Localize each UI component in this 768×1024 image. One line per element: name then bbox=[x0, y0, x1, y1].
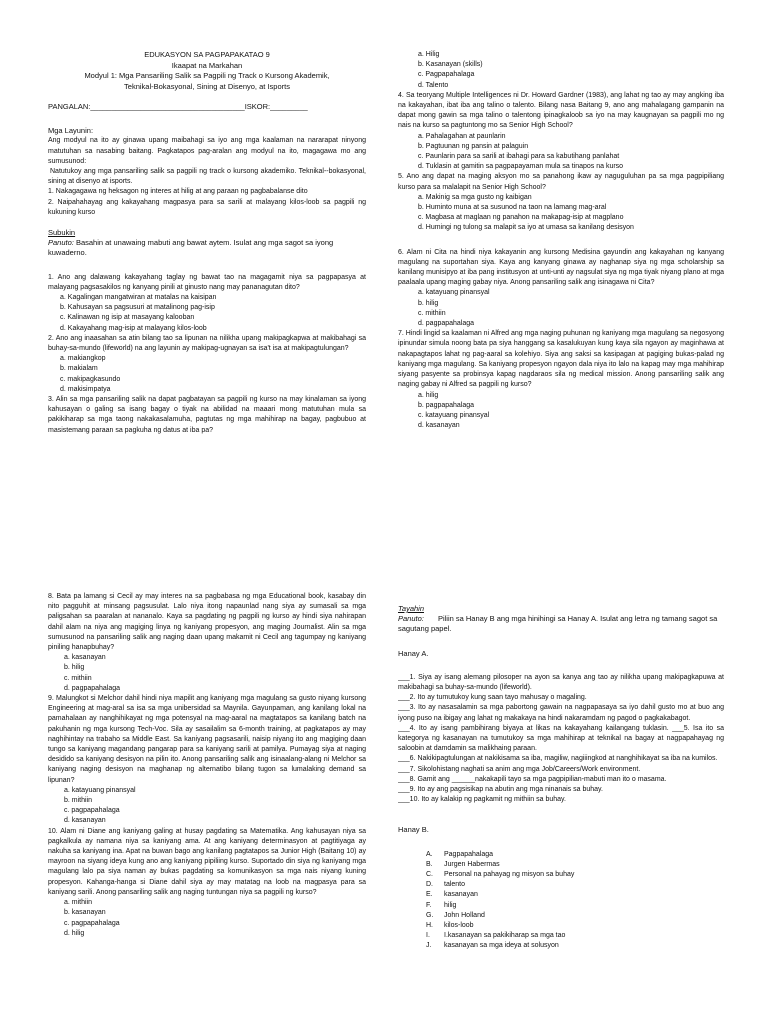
option: d. pagpapahalaga bbox=[418, 320, 475, 328]
tayahin-instructions bbox=[398, 614, 724, 634]
hanay-b-item bbox=[426, 880, 724, 890]
hanay-b-item bbox=[426, 941, 724, 951]
question-7: 7. Hindi lingid sa kaalaman ni Alfred ang mga naging puhunan ng kaniyang mga magulang sa negosyong ipinundar simula noong bata pa siya hanggang sa kasalukuyan kung kaya sila ngayon ay maginhawa at nakapagtapos lahat ng pag-aaral sa kolehiyo. Siya ang saksi sa kasipagan at pagiging bukas-palad ng kaniyang mga magulang. Sa kaniyang propesyon ngayon dala niya ito lalo na kapag may mga mahihirap siyang pasyente sa probinsya kapag nagdaraos sila ng medical mission. Anong pansariling salik ang naging gabay ni Alfred sa pagpili ng kurso? bbox=[398, 330, 724, 389]
page2-right-column bbox=[398, 604, 724, 1022]
document-title: EDUKASYON SA PAGPAPAKATAO 9 bbox=[144, 50, 270, 59]
question-1: 1. Ano ang dalawang kakayahang taglay ng bawat tao na magagamit niya sa pagpapasya at malayang pagsasakilos ng kanyang pinili at ginusto nang may pananagutan dito? bbox=[48, 273, 366, 291]
hanay-b-letter: H. bbox=[426, 922, 433, 930]
panuto-text: Basahin at unawaing mabuti ang bawat aytem. Isulat ang mga sagot sa iyong kuwaderno. bbox=[48, 238, 334, 258]
question-5: 5. Ano ang dapat na maging aksyon mo sa panahong ikaw ay naguguluhan pa sa mga pagpipiliang kurso para sa malalapit na Senior High School? bbox=[398, 173, 724, 191]
quarter-label: Ikaapat na Markahan bbox=[171, 60, 243, 70]
hanay-b-list bbox=[398, 850, 724, 952]
option: c. pagpapahalaga bbox=[64, 807, 120, 815]
option: c. pagpapahalaga bbox=[64, 919, 120, 927]
objectives-heading: Mga Layunin: bbox=[48, 126, 94, 136]
option: d. makisimpatya bbox=[60, 385, 111, 393]
hanay-b-letter: D. bbox=[426, 881, 433, 889]
hanay-a-item: ___4. Ito ay isang pambihirang biyaya at likas na kakayahang kailangang tuklasin. ___5. Isa ito sa kategorya ng kasanayan na tumutukoy sa mga mahihirap at teknikal na bagay at nagpapahayag ng saloobin at damdamin sa malikhaing paraan. bbox=[398, 724, 724, 753]
tayahin-heading: Tayahin bbox=[398, 604, 424, 613]
hanay-b-item bbox=[426, 901, 724, 911]
option: b. pagpapahalaga bbox=[418, 401, 475, 409]
question-2: 2. Ano ang inaasahan sa atin bilang tao sa lipunan na nilikha upang makipagkapwa at makibahagi sa buhay-sa-mundo (lifeworld) na ang layunin ay makipag-ugnayan sa isa't isa at makipagtulungan? bbox=[48, 334, 366, 353]
option: c. mithiin bbox=[418, 309, 446, 317]
option: c. Magbasa at maglaan ng panahon na makapag-isip at magplano bbox=[418, 214, 624, 222]
option: a. kasanayan bbox=[64, 654, 106, 662]
hanay-b-item bbox=[426, 931, 724, 941]
objectives-intro: Ang modyul na ito ay ginawa upang maibahagi sa iyo ang mga kaalaman na nararapat ninyong matutuhan sa nasabing baitang. Pagkatapos pag-aralan ang modyul na ito, magagawa mo ang sumusunod: bbox=[48, 137, 366, 165]
option: c. Paunlarin para sa sarili at ibahagi para sa kabutihang panlahat bbox=[418, 153, 620, 161]
objective-item: 1. Nakagagawa ng heksagon ng interes at hilig at ang paraan ng pagbabalanse dito bbox=[48, 188, 308, 196]
hanay-b-text: Pagpapahalaga bbox=[444, 850, 494, 858]
module-title-line1: Modyul 1: Mga Pansariling Salik sa Pagpili ng Track o Kursong Akademik, bbox=[84, 71, 330, 80]
option: d. Humingi ng tulong sa malapit sa iyo at umasa sa kanilang desisyon bbox=[418, 224, 634, 232]
page2-left-column bbox=[48, 592, 366, 1022]
hanay-b-text: I.kasanayan sa pakikiharap sa mga tao bbox=[444, 932, 566, 940]
option: a. katayuang pinansyal bbox=[418, 289, 490, 297]
option: c. Pagpapahalaga bbox=[418, 71, 475, 79]
objective-item: 2. Naipahahayag ang kakayahang magpasya para sa sarili at malayang kilos-loob sa pagpili ng kukuning kurso bbox=[48, 198, 366, 216]
hanay-b-text: Jurgen Habermas bbox=[444, 860, 500, 868]
option: c. makipagkasundo bbox=[60, 375, 121, 383]
page1-right-column bbox=[398, 50, 724, 431]
option: a. katayuang pinansyal bbox=[64, 786, 136, 794]
hanay-b-letter: E. bbox=[426, 891, 433, 899]
option: a. mithiin bbox=[64, 899, 93, 907]
hanay-b-text: Personal na pahayag ng misyon sa buhay bbox=[444, 871, 575, 879]
option: b. hilig bbox=[418, 299, 439, 307]
hanay-a-item: ___7. Sikolohistang naghati sa anim ang mga Job/Careers/Work environment. bbox=[398, 765, 641, 773]
option: d. Tuklasin at gamitin sa pagpapayaman mula sa tinapos na kurso bbox=[418, 163, 624, 171]
hanay-b-label: Hanay B. bbox=[398, 825, 429, 835]
option: a. hilig bbox=[418, 391, 439, 399]
hanay-a-item: ___9. Ito ay ang pagsisikap na abutin ang mga ninanais sa buhay. bbox=[398, 786, 603, 794]
option: c. mithiin bbox=[64, 674, 92, 682]
option: d. kasanayan bbox=[418, 422, 460, 430]
question-8: 8. Bata pa lamang si Cecil ay may interes na sa pagbabasa ng mga Educational book, kasabay din nito pagguhit at minsang pagsusulat. Lalo niya itong napaunlad nang siya ay sumasali sa mga paligsahan sa paaralan at nananalo. Kaya sa pagdating ng pagpili ng kurso ay hindi siya nahirapan dahil alam na niya ang magiging linya ng kaniyang propesyon, ang maging Journalist. Alin sa mga sumusunod na pansariling salik ang naging daan upang makamit ni Cecil ang tagumpay ng kaniyang piniling hanapbuhay? bbox=[48, 593, 366, 652]
question-3: 3. Alin sa mga pansariling salik na dapat pagbatayan sa pagpili ng kurso na may kinalaman sa iyong kahusayan o galing sa isang bagay o tiyak na abilidad na maaari mong matutuhan mula sa pakikiharap sa mga taong nakakasalamuha, pagtutas ng mga mahihirap na bagay, pagbubuo at masistemang paraan sa pagkuha ng datus at iba pa? bbox=[48, 396, 366, 434]
option: a. Pahalagahan at paunlarin bbox=[418, 132, 506, 140]
hanay-b-item bbox=[426, 850, 724, 860]
question-9: 9. Malungkot si Melchor dahil hindi niya mapilit ang kaniyang mga magulang sa gusto niyang kursong Engineering at mag-aral sa isa sa mga unibersidad sa Maynila. Gayunpaman, ang kanilang lokal na pamahalaan ay nanghihikayat ng mga potensyal na mag-aaral na magtatapos sa kanilang batch na pakuhanin ng mga kursong Tech-Voc. Sila ay sasailalim sa 6-month training, at pagkatapos ay may naghihintay na trabaho sa Middle East. Sa kaniyang pagsasarili, naisip niyang ito ang magiging daan tungo sa kaniyang magandang pangarap para sa kaniyang sarili at pamilya. Pumayag siya at naging desidido sa kaniyang desisyon na pilin ito. Anong pansariling salik ang isinaalang-alang ni Melchor sa kaniyang naging desisyon na maghanap ng alternatibo bilang tugon sa lumalaking demand sa lipunan? bbox=[48, 695, 366, 784]
module-title-line2: Teknikal-Bokasyonal, Sining at Disenyo, at Isports bbox=[124, 81, 290, 91]
panuto-text: Piliin sa Hanay B ang mga hinihingi sa Hanay A. Isulat ang letra ng tamang sagot sa sagutang papel. bbox=[398, 614, 718, 634]
objectives-intro-2: Natutukoy ang mga pansariling salik sa pagpili ng track o kursong akademiko. Teknikal--bokasyonal, sining at disenyo at isports. bbox=[48, 168, 366, 186]
hanay-b-letter: C. bbox=[426, 871, 433, 879]
option: b. Pagtuunan ng pansin at palaguin bbox=[418, 142, 529, 150]
hanay-b-text: kasanayan sa mga ideya at solusyon bbox=[444, 942, 559, 950]
option: c. Kalinawan ng isip at masayang kalooban bbox=[60, 314, 195, 322]
option: b. hilig bbox=[64, 664, 85, 672]
hanay-a-item: ___10. Ito ay kalakip ng pagkamit ng mithiin sa buhay. bbox=[398, 796, 566, 804]
panuto-label: Panuto: bbox=[48, 238, 74, 248]
option: d. Talento bbox=[418, 81, 449, 89]
option: a. Hilig bbox=[418, 51, 440, 58]
subukin-heading: Subukin bbox=[48, 228, 76, 238]
hanay-a-label: Hanay A. bbox=[398, 648, 429, 658]
hanay-a-item: ___1. Siya ay isang alemang pilosoper na ayon sa kanya ang tao ay nilikha upang makipagkapuwa at makibahagi sa buhay-sa-mundo (lifeworld). bbox=[398, 673, 724, 692]
page1-left-column bbox=[48, 50, 366, 436]
hanay-a-item: ___2. Ito ay tumutukoy kung saan tayo mahusay o magaling. bbox=[398, 694, 587, 702]
option: d. pagpapahalaga bbox=[64, 684, 121, 692]
hanay-b-letter: J. bbox=[426, 942, 432, 950]
hanay-b-text: John Holland bbox=[444, 911, 485, 919]
hanay-b-item bbox=[426, 870, 724, 880]
question-6: 6. Alam ni Cita na hindi niya kakayanin ang kursong Medisina gayundin ang kakayahan ng kanyang magulang na suportahan siya. Kaya ang kanyang ginawa ay naghanap siya ng mga scholarship sa kanilang munisipyo at iba pang institusyon at unti-unti ay nagsulat siya ng mga tiyak niyang plano at mga paalaala upang maging gabay niya. Anong pansariling salik ang isinagawa ni Cita? bbox=[398, 248, 724, 287]
hanay-b-letter: G. bbox=[426, 911, 434, 919]
hanay-b-item bbox=[426, 890, 724, 900]
option: a. Makinig sa mga gusto ng kaibigan bbox=[418, 193, 532, 201]
hanay-b-letter: A. bbox=[426, 850, 433, 858]
hanay-b-text: hilig bbox=[444, 901, 457, 909]
hanay-b-letter: B. bbox=[426, 860, 433, 868]
hanay-b-text: kasanayan bbox=[444, 891, 478, 899]
option: d. kasanayan bbox=[64, 817, 106, 825]
name-score-line: PANGALAN:_____________________________________ISKOR:_________ bbox=[48, 102, 308, 111]
question-4: 4. Sa teoryang Multiple Intelligences ni Dr. Howard Gardner (1983), ang lahat ng tao ay may angking iba na kakayahan, ibat iba ang talino o talento. Bilang nasa Baitang 9, ano ang mahalagang gampanin na dapat mong gawin sa mga talino o talentong ipinagkaloob sa iyo na may kaugnayan sa pagpili mo ng nais na kurso sa pagtuntong mo sa Senior High School? bbox=[398, 91, 724, 130]
subukin-instructions bbox=[48, 238, 366, 258]
option: b. Kasanayan (skills) bbox=[418, 61, 483, 69]
option: c. katayuang pinansyal bbox=[418, 411, 490, 419]
option: b. makialam bbox=[60, 365, 98, 373]
hanay-a-item: ___8. Gamit ang ______nakakapili tayo sa mga pagpipilian-mabuti man ito o masama. bbox=[398, 775, 667, 783]
hanay-b-item bbox=[426, 911, 724, 921]
option: b. mithiin bbox=[64, 797, 93, 805]
option: a. Kagalingan mangatwiran at matalas na kaisipan bbox=[60, 294, 217, 302]
hanay-b-letter: F. bbox=[426, 901, 432, 909]
hanay-b-text: talento bbox=[444, 881, 466, 889]
hanay-b-letter: I. bbox=[426, 932, 430, 940]
option: d. Kakayahang mag-isip at malayang kilos-loob bbox=[60, 324, 207, 332]
option: a. makiangkop bbox=[60, 355, 106, 363]
document-header bbox=[48, 50, 366, 92]
option: d. hilig bbox=[64, 929, 85, 937]
hanay-b-item bbox=[426, 921, 724, 931]
panuto-label: Panuto: bbox=[398, 614, 424, 624]
option: b. Huminto muna at sa susunod na taon na lamang mag-aral bbox=[418, 204, 607, 212]
hanay-a-item: ___6. Nakikipagtulungan at nakikisama sa iba, magiliw, nagiiingkod at nanghihikayat sa iba na kumilos. bbox=[398, 755, 718, 763]
hanay-a-item: ___3. Ito ay nasasalamin sa mga pabortong gawain na nagpapasaya sa iyo dahil gusto mo at buo ang iyong puso na ibigay ang lahat ng makakaya na hindi nakaramdam ng pagod o pagkakabagot. bbox=[398, 704, 724, 722]
question-10: 10. Alam ni Diane ang kaniyang galing at husay pagdating sa Matematika. Ang kahusayan niya sa pagkalkula ay namana niya sa kaniyang ama. At ang kaniyang determinasyon at pagtitiyaga ay nakuha sa kaniyang ina. Apat na buwan bago ang kanilang pagtatapos sa Junior High (Baitang 10) ay mayroon na siyang ideya kung ano ang kaniyang pipiliing kurso. Suportado din siya ng kaniyang mga magulang lalo pa siya naman ay bukas pagdating sa komunikasyon sa mga nais niyang kuning propesyon. Kahanga-hanga si Diane dahil siya ay may matatag na loob na magpasya para sa kaniyang sarili. Anong pansariling salik ang naging tuntungan niya sa pagpili ng kurso? bbox=[48, 827, 366, 896]
hanay-b-item bbox=[426, 860, 724, 870]
hanay-b-text: kilos-loob bbox=[444, 922, 474, 930]
option: b. Kahusayan sa pagsusuri at matalinong pag-isip bbox=[60, 304, 215, 312]
option: b. kasanayan bbox=[64, 909, 106, 917]
